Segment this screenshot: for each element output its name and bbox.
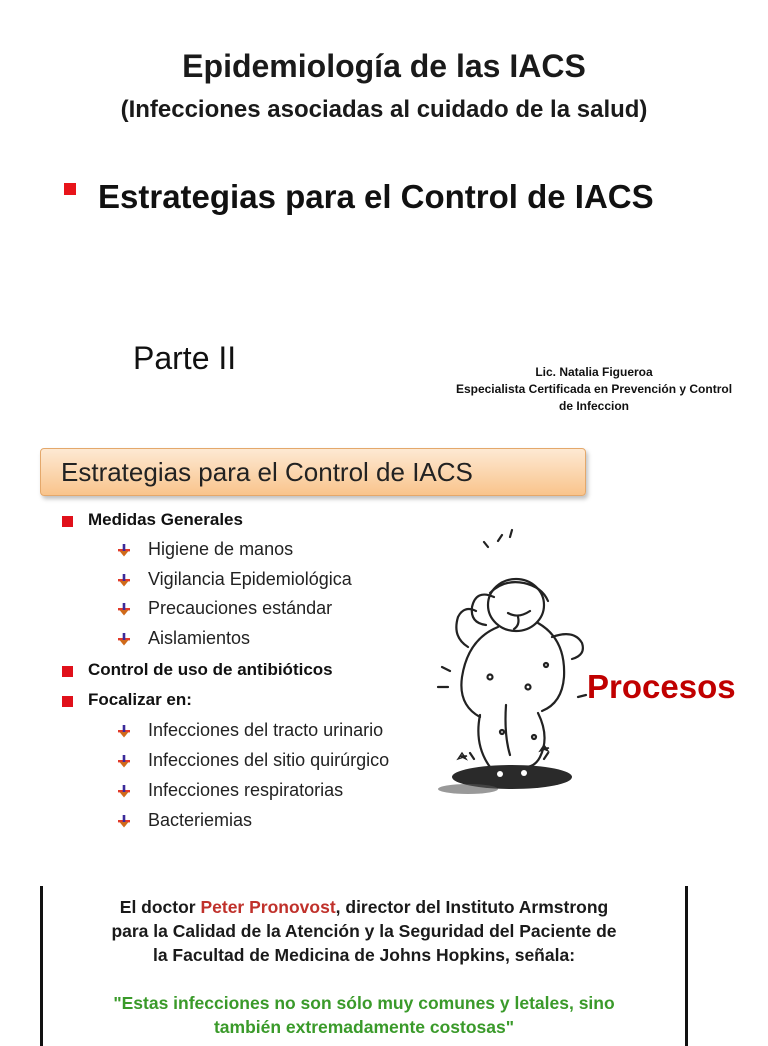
red-square-icon <box>62 516 73 527</box>
arrow-down-icon <box>116 631 132 647</box>
sub-list-item-label: Vigilancia Epidemiológica <box>148 569 352 589</box>
arrow-down-icon <box>116 572 132 588</box>
sub-list-item-label: Bacteriemias <box>148 810 253 830</box>
sub-list-item-label: Higiene de manos <box>148 539 294 559</box>
arrow-down-icon <box>116 783 132 799</box>
author-role-line-1: Especialista Certificada en Prevención y Control <box>455 382 733 396</box>
strategy-heading: Estrategias para el Control de IACS <box>98 178 654 215</box>
sub-list-item-label: Infecciones del tracto urinario <box>148 720 384 740</box>
cartoon-figure <box>428 527 588 805</box>
quote-line-2: también extremadamente costosas" <box>213 1017 515 1037</box>
arrow-down-icon <box>116 601 132 617</box>
procesos-label: Procesos <box>587 668 736 705</box>
author-block <box>446 364 742 415</box>
quote-intro-line-2: para la Calidad de la Atención y la Seguridad del Paciente de <box>111 921 617 941</box>
author-name: Lic. Natalia Figueroa <box>535 365 653 379</box>
arrow-down-icon <box>116 753 132 769</box>
list-item-label: Control de uso de antibióticos <box>88 660 333 679</box>
slide-title: Epidemiología de las IACS <box>182 48 586 84</box>
arrow-down-icon <box>116 542 132 558</box>
quote-intro-line-3: la Facultad de Medicina de Johns Hopkins, señala: <box>152 945 576 965</box>
intro-text: , director del Instituto Armstrong <box>335 897 609 917</box>
strategy-banner: Estrategias para el Control de IACS <box>40 448 586 496</box>
arrow-down-icon <box>116 813 132 829</box>
arrow-down-icon <box>116 723 132 739</box>
sub-list-item-label: Precauciones estándar <box>148 598 333 618</box>
quote-line-1: "Estas infecciones no son sólo muy comunes y letales, sino <box>113 993 615 1013</box>
sub-list-item-label: Infecciones del sitio quirúrgico <box>148 750 390 770</box>
quote-intro-line-1 <box>0 897 728 918</box>
intro-text: El doctor <box>119 897 201 917</box>
author-role-line-2: de Infeccion <box>558 399 629 413</box>
list-item-label: Focalizar en: <box>88 690 192 709</box>
red-square-icon <box>64 183 76 195</box>
sub-list-item-label: Aislamientos <box>148 628 251 648</box>
red-square-icon <box>62 666 73 677</box>
sub-list-item-label: Infecciones respiratorias <box>148 780 344 800</box>
part-label: Parte II <box>133 340 237 376</box>
red-square-icon <box>62 696 73 707</box>
slide-subtitle: (Infecciones asociadas al cuidado de la salud) <box>120 96 648 123</box>
list-item-label: Medidas Generales <box>88 510 243 529</box>
doctor-name: Peter Pronovost <box>200 897 336 917</box>
